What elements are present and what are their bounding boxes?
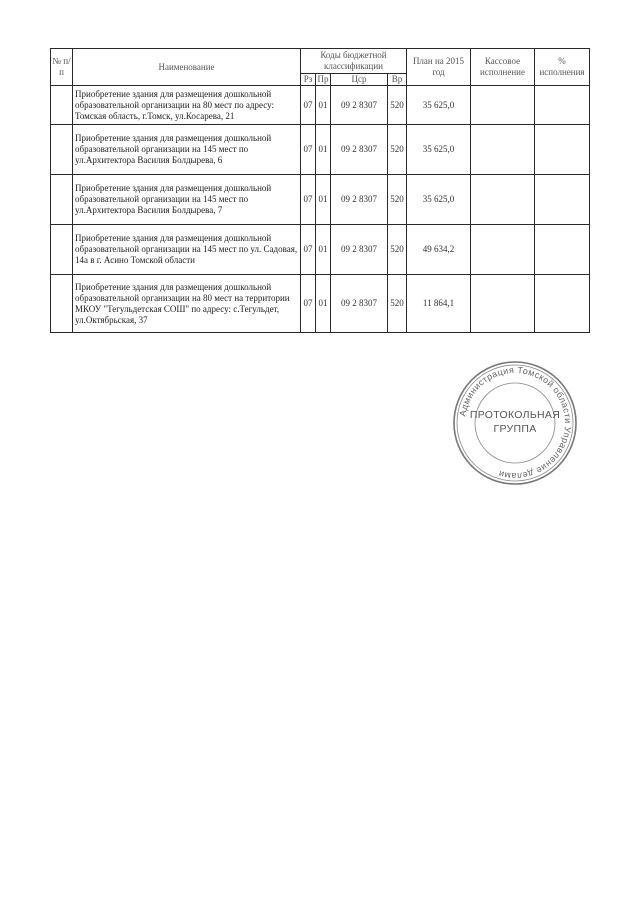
row-name: Приобретение здания для размещения дошкольной образовательной организации на 145 мест по ул.Архитектора Василия Болдырева, 7 (73, 175, 301, 225)
row-cash (471, 225, 535, 275)
header-pr: Пр (317, 74, 329, 84)
row-num (51, 175, 73, 225)
row-plan: 35 625,0 (407, 86, 471, 125)
row-csr: 09 2 8307 (331, 275, 388, 333)
row-rz: 07 (301, 125, 316, 175)
table-row (51, 275, 590, 333)
row-plan: 49 634,2 (407, 225, 471, 275)
header-codes: Коды бюджетной классификации (301, 49, 407, 74)
row-percent (535, 225, 590, 275)
table-row (51, 175, 590, 225)
row-rz: 07 (301, 275, 316, 333)
row-num (51, 225, 73, 275)
row-percent (535, 86, 590, 125)
row-rz: 07 (301, 175, 316, 225)
row-cash (471, 175, 535, 225)
row-pr: 01 (316, 275, 331, 333)
stamp-ring-text: Администрация Томской области Управление делами (457, 364, 574, 482)
row-plan: 35 625,0 (407, 175, 471, 225)
row-vr: 520 (388, 275, 407, 333)
table-header-row (51, 49, 590, 74)
header-name: Наименование (73, 49, 301, 86)
stamp-center-line2: ГРУППА (493, 423, 537, 435)
row-name: Приобретение здания для размещения дошкольной образовательной организации на 80 мест на территории МКОУ "Тегульдетская СОШ" по адресу: с.Тегульдет, ул.Октябрьская, 37 (73, 275, 301, 333)
row-plan: 35 625,0 (407, 125, 471, 175)
header-csr: Цср (331, 74, 388, 86)
row-cash (471, 275, 535, 333)
row-percent (535, 125, 590, 175)
row-pr: 01 (316, 175, 331, 225)
row-rz: 07 (301, 86, 316, 125)
row-vr: 520 (388, 175, 407, 225)
row-cash (471, 125, 535, 175)
row-vr: 520 (388, 225, 407, 275)
budget-table (50, 48, 590, 333)
row-name: Приобретение здания для размещения дошкольной образовательной организации на 145 мест по ул. Садовая, 14а в г. Асино Томской области (73, 225, 301, 275)
row-num (51, 125, 73, 175)
header-num: № п/п (51, 49, 73, 86)
row-name: Приобретение здания для размещения дошкольной образовательной организации на 80 мест по адресу: Томская область, г.Томск, ул.Косарева, 21 (73, 86, 301, 125)
header-vr: Вр (388, 74, 407, 86)
row-rz: 07 (301, 225, 316, 275)
row-vr: 520 (388, 86, 407, 125)
row-csr: 09 2 8307 (331, 125, 388, 175)
header-plan: План на 2015 год (407, 49, 471, 86)
table-row (51, 125, 590, 175)
row-pr: 01 (316, 125, 331, 175)
row-csr: 09 2 8307 (331, 175, 388, 225)
row-pr: 01 (316, 225, 331, 275)
table-row (51, 225, 590, 275)
row-percent (535, 175, 590, 225)
header-cash: Кассовое исполнение (471, 49, 535, 86)
row-cash (471, 86, 535, 125)
header-percent: % исполнения (535, 49, 590, 86)
row-plan: 11 864,1 (407, 275, 471, 333)
header-rz: Рз (301, 74, 316, 86)
row-csr: 09 2 8307 (331, 225, 388, 275)
row-num (51, 86, 73, 125)
stamp-center-line1: ПРОТОКОЛЬНАЯ (469, 409, 561, 421)
row-num (51, 275, 73, 333)
row-csr: 09 2 8307 (331, 86, 388, 125)
table-row (51, 86, 590, 125)
row-percent (535, 275, 590, 333)
official-stamp (451, 359, 579, 487)
row-pr: 01 (316, 86, 331, 125)
row-vr: 520 (388, 125, 407, 175)
row-name: Приобретение здания для размещения дошкольной образовательной организации на 145 мест по ул.Архитектора Василия Болдырева, 6 (73, 125, 301, 175)
